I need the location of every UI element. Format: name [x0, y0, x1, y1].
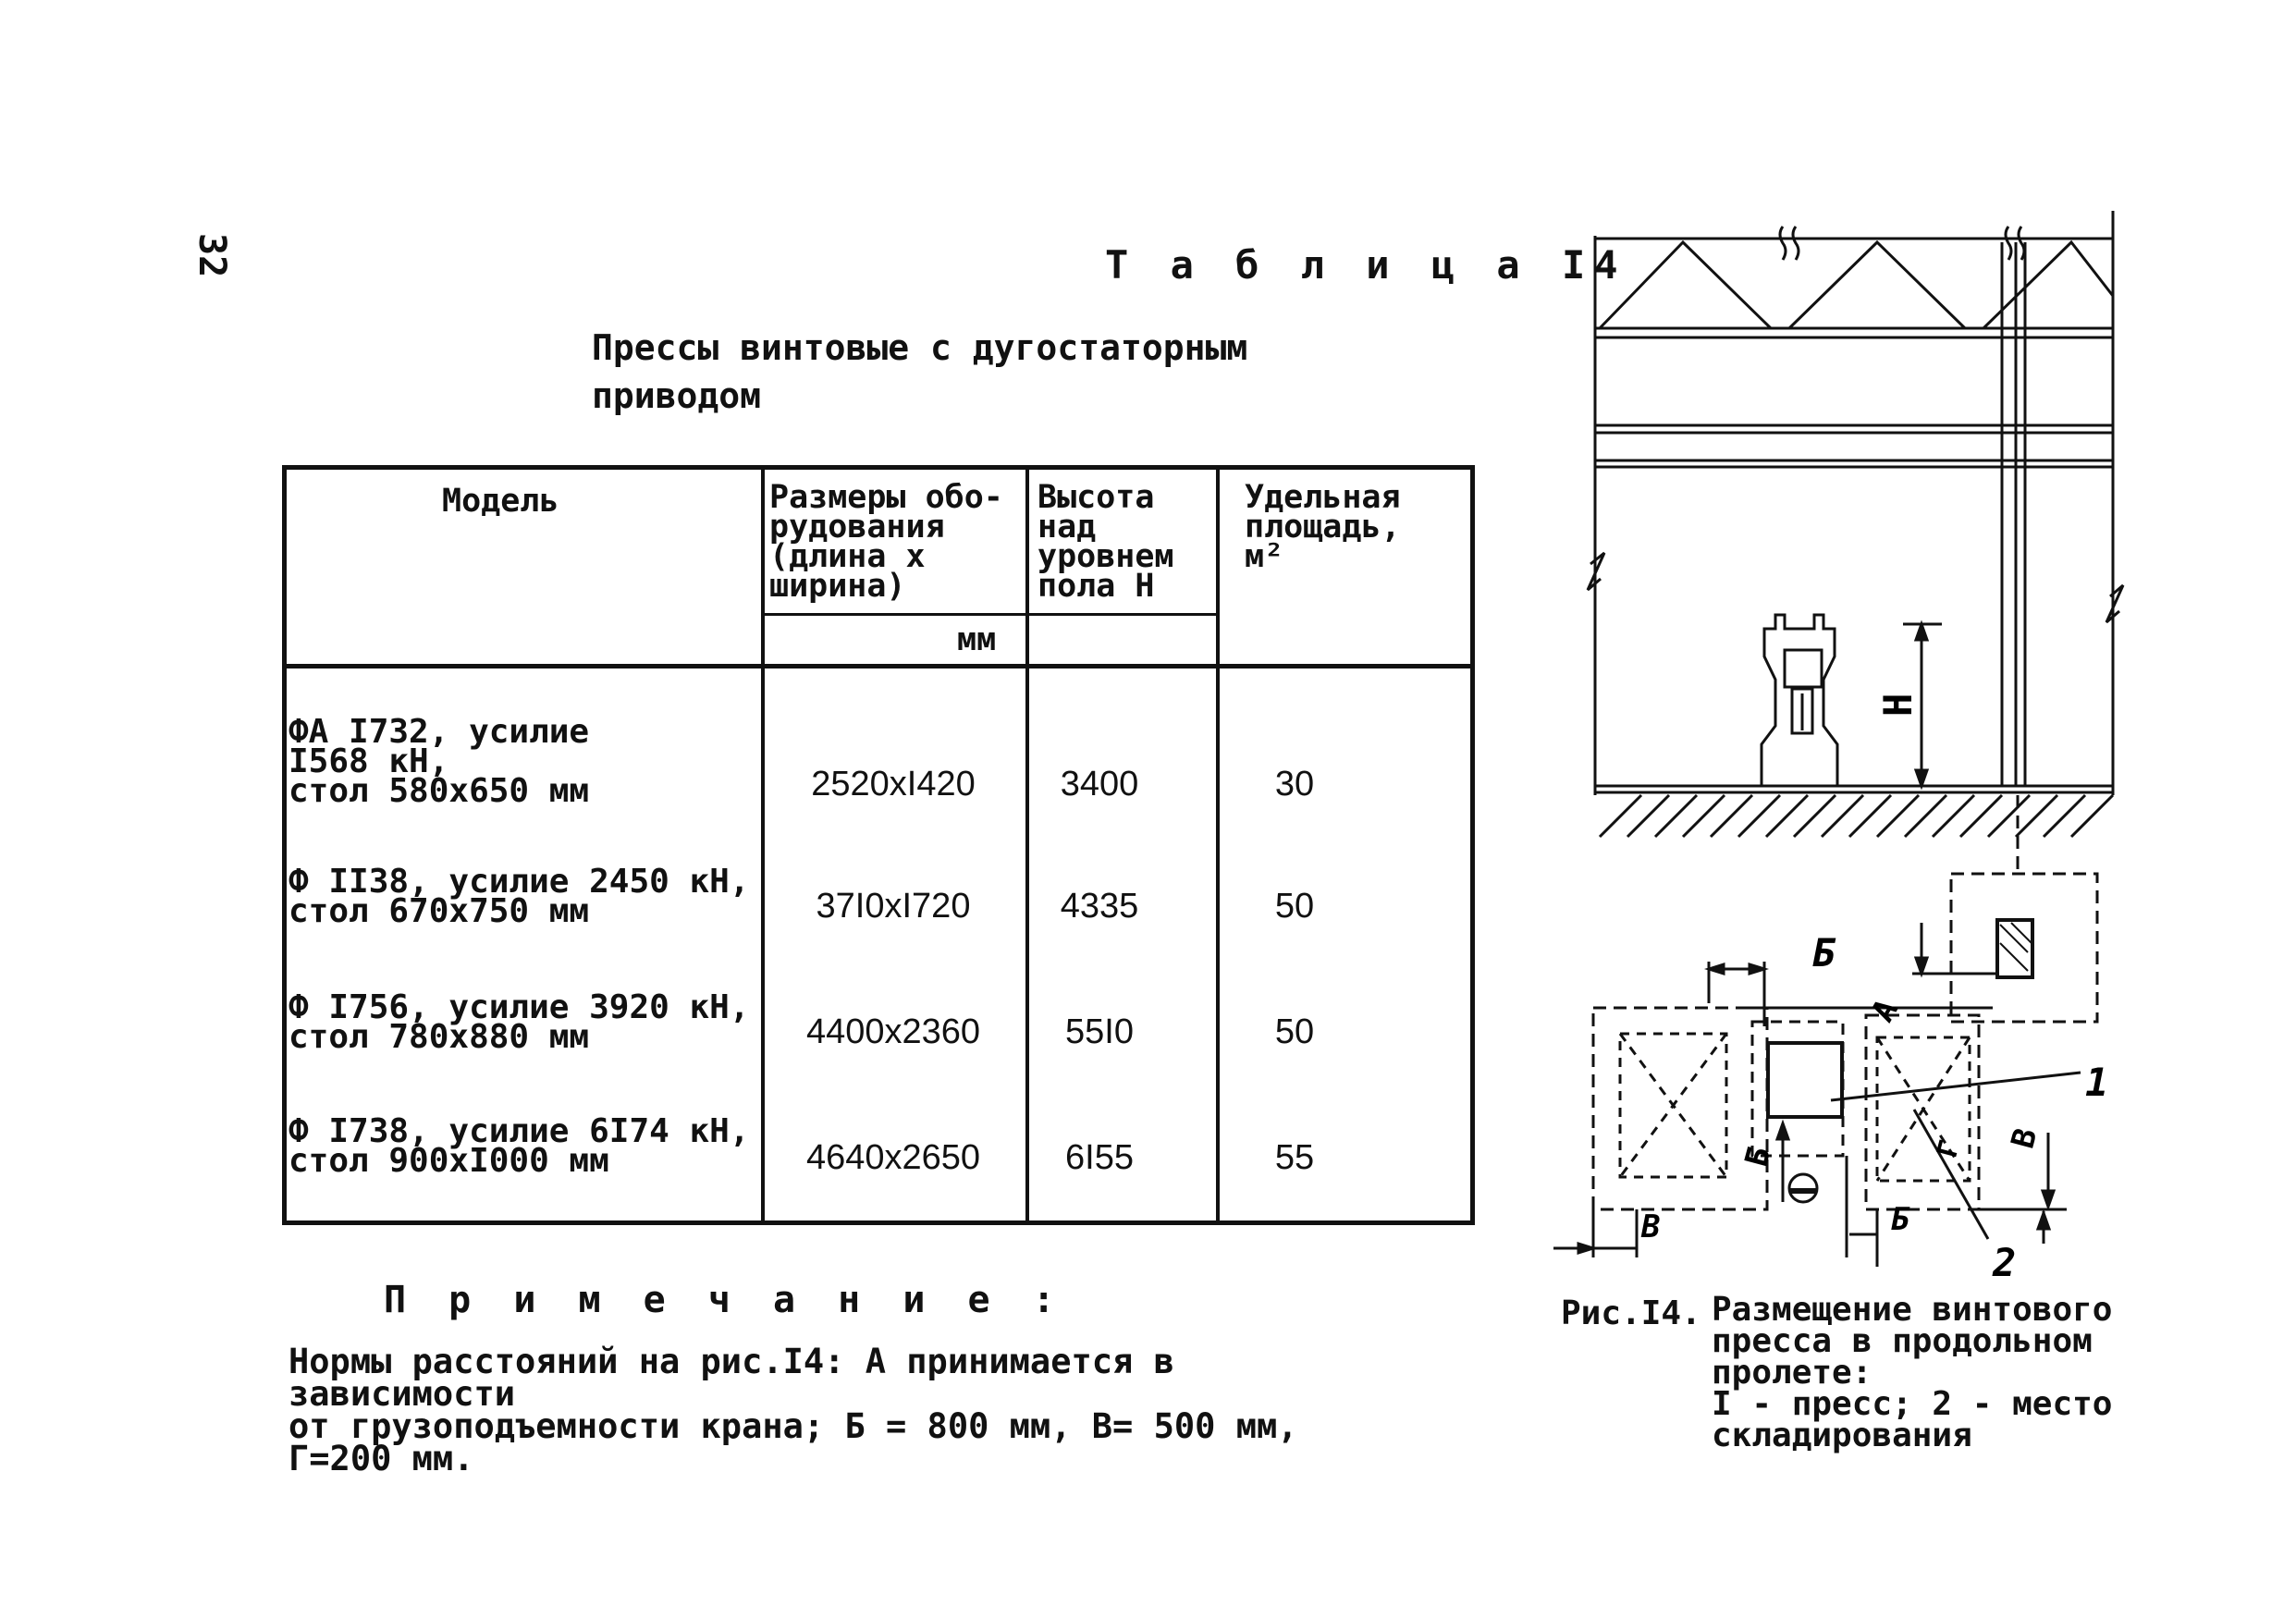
cell-model: ФА I732, усилие I568 кН, стол 580х650 мм [289, 713, 590, 810]
cell-dimensions: 2520хI420 [811, 765, 976, 803]
header-area: Удельная площадь, м² [1245, 479, 1401, 575]
table-divider [761, 470, 765, 1220]
note-text: Нормы расстояний на рис.I4: А принимается в зависимости от грузоподъемности крана; Б = 800 мм, В= 500 мм, Г=200 мм. [289, 1342, 1298, 1478]
figure-label-1: 1 [2085, 1060, 2109, 1105]
leader-line-2 [1914, 1110, 1988, 1239]
storage-area-left-inner [1620, 1034, 1726, 1177]
figure-label-V-bottom: В [1641, 1208, 1661, 1245]
press-elevation [1762, 615, 1837, 786]
cell-height: 3400 [1060, 765, 1139, 803]
figure-label-V-right: В [2004, 1124, 2045, 1153]
figure-label-B-top: Б [1812, 930, 1836, 975]
cell-model: Ф I738, усилие 6I74 кН, стол 900хI000 мм [289, 1112, 750, 1180]
break-mark [1588, 553, 1604, 590]
figure-label-B-side: Б [1737, 1143, 1779, 1171]
figure-label-H: Н [1875, 693, 1921, 717]
building-column [2002, 242, 2025, 786]
cell-area: 50 [1274, 1012, 1315, 1051]
header-unit: мм [957, 621, 997, 658]
figure-label-A: А [1864, 993, 1907, 1028]
leader-line-1 [1831, 1073, 2081, 1100]
press-layout-figure [1516, 199, 2145, 1290]
cell-dimensions: 37I0хI720 [816, 887, 971, 926]
figure-caption-label: Рис.I4. [1561, 1294, 1701, 1332]
cell-area: 55 [1274, 1138, 1315, 1177]
presses-table [282, 465, 1475, 1225]
floor-hatching [1595, 786, 2113, 837]
header-model: Модель [442, 483, 559, 520]
cell-area: 30 [1274, 765, 1315, 803]
cell-area: 50 [1274, 887, 1315, 926]
cell-dimensions: 4400х2360 [805, 1012, 981, 1051]
header-height: Высота над уровнем пола Н [1037, 479, 1174, 605]
table-caption: Прессы винтовые с дугостаторным приводом [592, 327, 1248, 416]
header-bottom-line [287, 664, 1470, 668]
header-unit-line [761, 613, 1216, 616]
header-dimensions: Размеры обо- рудования (длина х ширина) [769, 479, 1003, 605]
figure-label-2: 2 [1993, 1240, 2017, 1285]
cell-height: 4335 [1060, 887, 1139, 926]
table-label: Т а б л и ц а I4 [1105, 242, 1627, 288]
storage-area-right [1866, 1015, 1979, 1209]
page-number: 32 [190, 233, 233, 278]
cell-height: 55I0 [1065, 1012, 1134, 1051]
break-mark [2106, 585, 2123, 622]
column-plan [1912, 874, 2097, 1022]
table-divider [1216, 470, 1220, 1220]
table-divider [1025, 470, 1029, 1220]
cell-height: 6I55 [1065, 1138, 1134, 1177]
figure-label-G: Г [1931, 1136, 1967, 1161]
cell-model: Ф II38, усилие 2450 кН, стол 670х750 мм [289, 863, 750, 930]
note-title: П р и м е ч а н и е : [384, 1279, 1065, 1321]
cell-dimensions: 4640х2650 [805, 1138, 981, 1177]
cell-model: Ф I756, усилие 3920 кН, стол 780х880 мм [289, 988, 750, 1056]
figure-label-B-bottom: Б [1891, 1201, 1910, 1238]
figure-caption-text: Размещение винтового пресса в продольном пролете: I - пресс; 2 - место складирования [1712, 1291, 2113, 1454]
roof-truss [1595, 211, 2113, 795]
